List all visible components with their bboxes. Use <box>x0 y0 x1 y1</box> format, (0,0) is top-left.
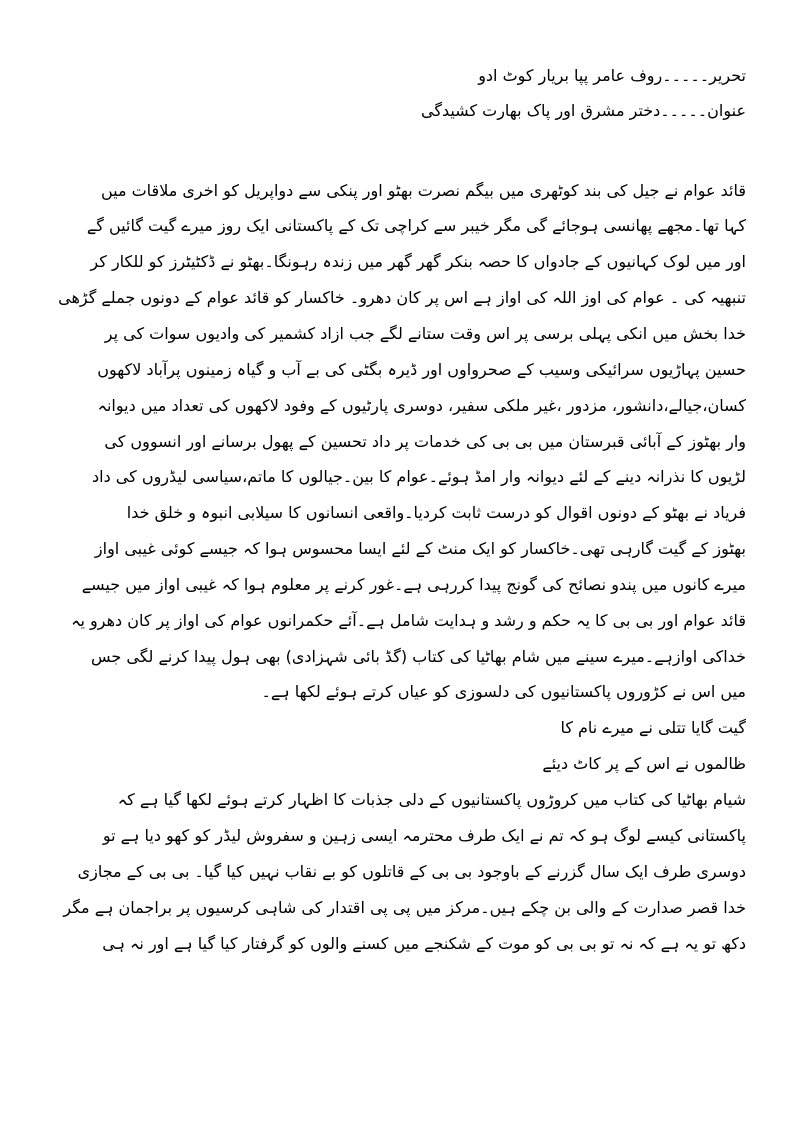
body-line: خداکی اوازہے۔میرے سینے میں شام بھاٹیا کی کتاب (گڈ بائی شہزادی) بھی ہول پیدا کرنے لگی جس <box>90 647 746 666</box>
body-line: اور میں لوک کہانیوں کے جادواں کا حصہ بنکر گھر گھر میں زندہ رہونگا۔بھٹو نے ڈکٹیٹرز کو للکار کر <box>90 252 746 271</box>
body-line: میرے کانوں میں پندو نصائح کی گونج پیدا کررہی ہے۔غور کرنے پر معلوم ہوا کہ غیبی اواز میں جیسے <box>81 575 746 594</box>
body-line: میں اس نے کڑوروں پاکستانیوں کی دلسوزی کو عیاں کرتے ہوئے لکھا ہے۔ <box>261 682 746 701</box>
author-line: تحریر۔۔۔۔۔روف عامر پپا بریار کوٹ ادو <box>478 66 746 85</box>
body-line: بھٹوز کے گیت گارہی تھی۔خاکسار کو ایک منٹ کے لئے ایسا محسوس ہوا کہ جیسے کوئی غیبی اواز <box>94 539 746 558</box>
body-line: قائد عوام نے جیل کی بند کوٹھری میں بیگم نصرت بھٹو اور پنکی سے دواپریل کو اخری ملاقات میں <box>100 181 746 200</box>
body-line: کہا تھا۔مجھے پھانسی ہوجائے گی مگر خیبر سے کراچی تک کے پاکستانی ایک روز میرے گیت گائیں گے <box>86 216 746 235</box>
verse-line: گیت گایا تتلی نے میرے نام کا <box>560 718 746 737</box>
body-line: قائد عوام اور بی بی کا یہ حکم و رشد و ہدایت شامل ہے۔آئے حکمرانوں عوام کی اواز پر کان دھرو یہ <box>71 611 746 630</box>
body-line: شیام بھاٹیا کی کتاب میں کروڑوں پاکستانیوں کے دلی جذبات کا اظہار کرتے ہوئے لکھا گیا ہے کہ <box>117 790 746 809</box>
title-line: عنوان۔۔۔۔۔دختر مشرق اور پاک بھارت کشیدگی <box>420 101 746 120</box>
body-line: وار بھٹوز کے آبائی قبرستان میں بی بی کی خدمات پر داد تحسین کے پھول برسانے اور انسووں کی <box>104 432 746 451</box>
body-line: فریاد نے بھٹو کے دونوں اقوال کو درست ثابت کردیا۔واقعی انسانوں کا سیلابی انبوہ و خلق خدا <box>126 503 746 522</box>
body-line: دوسری طرف ایک سال گزرنے کے باوجود بی بی کے قاتلوں کو بے نقاب نہیں کیا گیا۔ بی بی کے مجازی <box>77 862 746 881</box>
body-line: پاکستانی کیسے لوگ ہو کہ تم نے ایک طرف محترمہ ایسی زہین و سفروش لیڈر کو کھو دیا ہے تو <box>102 826 746 845</box>
body-line: لڑیوں کا نذرانہ دینے کے لئے دیوانہ وار امڈ ہوئے۔عوام کا بین۔جیالوں کا ماتم،سیاسی لیڈروں کی داد <box>92 467 746 486</box>
body-line: کسان،جیالے،دانشور، مزدور ،غیر ملکی سفیر، دوسری پارٹیوں کے وفود لاکھوں کی تعداد میں دیوانہ <box>97 396 746 415</box>
body-line: خدا بخش میں انکی پہلی برسی پر اس وقت ستانے لگے جب ازاد کشمیر کی وادیوں سوات کی پر <box>104 324 746 343</box>
body-line: خدا قصر صدارت کے والی بن چکے ہیں۔مرکز میں پی پی اقتدار کی شاہی کرسیوں پر براجمان ہے مگر <box>63 898 746 917</box>
body-line: تنبھیہ کی ۔ عوام کی اوز اللہ کی اواز ہے اس پر کان دھرو۔ خاکسار کو قائد عوام کے دونوں جملے گڑھی <box>58 288 746 307</box>
body-line: حسین پہاڑیوں سرائیکی وسیب کے صحرواوں اور ڈیرہ بگٹی کی بے آب و گیاہ زمینوں پرآباد لاکھوں <box>97 360 746 379</box>
verse-line: ظالموں نے اس کے پر کاٹ دیئے <box>542 754 746 773</box>
body-line: دکھ تو یہ ہے کہ نہ تو بی بی کو موت کے شکنجے میں کسنے والوں کو گرفتار کیا گیا ہے اور نہ ہی <box>102 934 746 953</box>
